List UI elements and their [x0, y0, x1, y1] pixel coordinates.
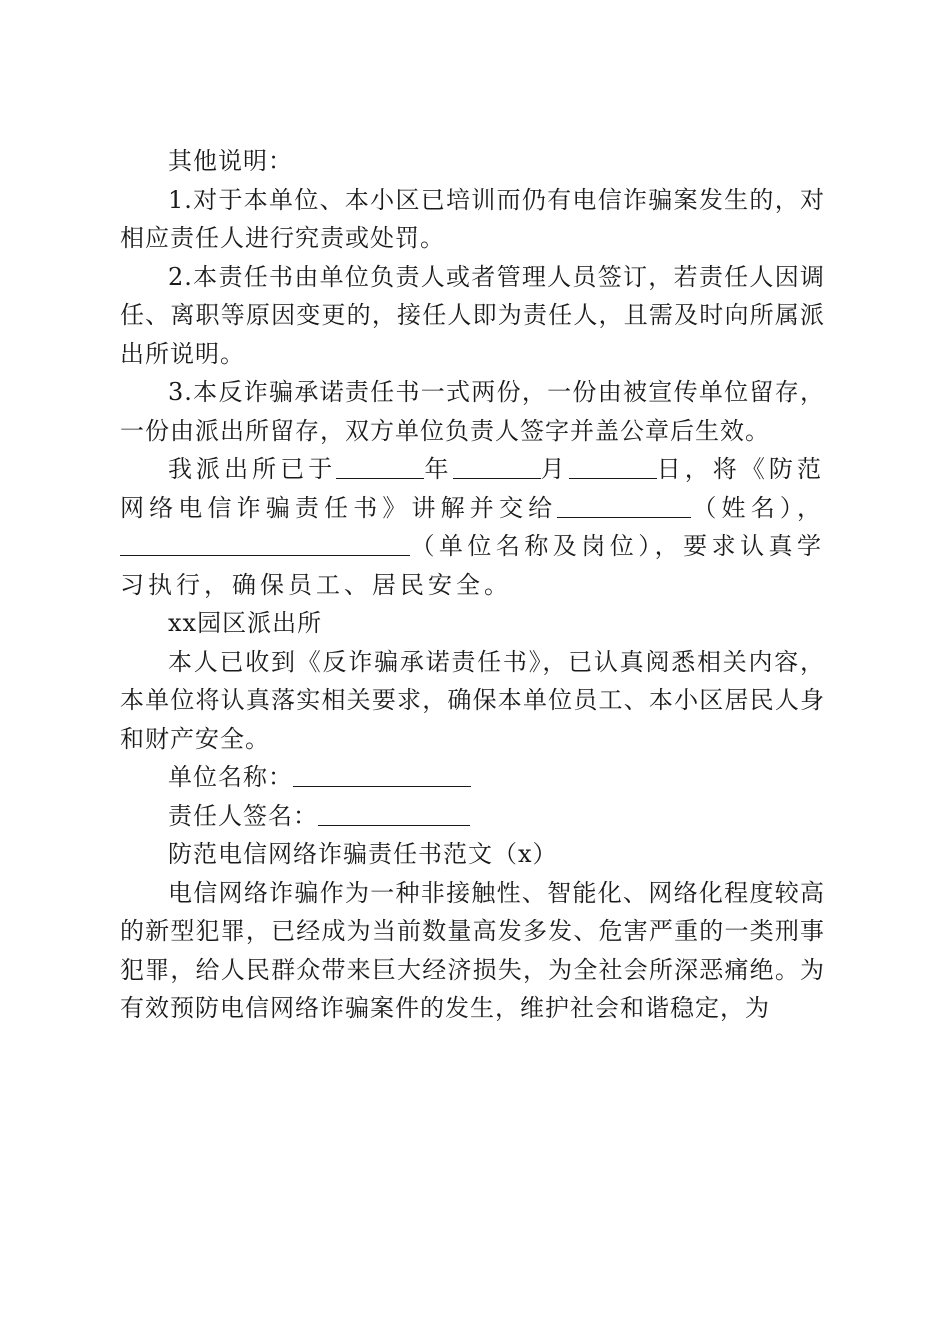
unit-name-blank: [293, 760, 471, 787]
notice-text-intro: 我派出所已于: [168, 455, 337, 483]
body-paragraph: 电信网络诈骗作为一种非接触性、智能化、网络化程度较高的新型犯罪，已经成为当前数量高发多发、危害严重的一类刑事犯罪，给人民群众带来巨大经济损失，为全社会所深恶痛绝。为有效预防电信网络诈骗案件的发生，维护社会和谐稳定，为: [120, 878, 825, 1022]
note-item-1: 1.对于本单位、本小区已培训而仍有电信诈骗案发生的，对相应责任人进行究责或处罚。: [120, 185, 825, 252]
notice-text-deliver: 日，将《防范网络电信诈骗责任书》讲解并交给: [120, 455, 825, 522]
delivery-notice: [120, 450, 825, 604]
year-blank: [336, 452, 424, 479]
day-blank: [569, 452, 657, 479]
note-item-2: 2.本责任书由单位负责人或者管理人员签订，若责任人因调任、离职等原因变更的，接任人即为责任人，且需及时向所属派出所说明。: [120, 262, 825, 368]
notice-year-label: 年: [424, 455, 453, 483]
police-station-name: xx园区派出所: [168, 609, 323, 637]
signature-line: [120, 797, 825, 836]
unit-name-line: [120, 758, 825, 797]
document-body: [120, 142, 825, 1028]
other-notes-heading: 其他说明：: [168, 147, 293, 175]
signature-blank: [318, 799, 470, 826]
sample-title: 防范电信网络诈骗责任书范文（x）: [168, 840, 558, 868]
notice-name-label: （姓名），: [691, 493, 825, 522]
unit-position-blank: [120, 529, 410, 556]
receipt-statement: 本人已收到《反诈骗承诺责任书》，已认真阅悉相关内容，本单位将认真落实相关要求，确保本单位员工、本小区居民人身和财产安全。: [120, 647, 825, 753]
notice-month-label: 月: [540, 455, 569, 483]
signature-label: 责任人签名：: [168, 801, 318, 830]
name-blank: [557, 491, 691, 518]
notice-unit-label: （单位名称及岗位），要求认真学习执行，确保员工、居民安全。: [120, 532, 825, 599]
unit-name-label: 单位名称：: [168, 763, 293, 791]
note-item-3: 3.本反诈骗承诺责任书一式两份，一份由被宣传单位留存，一份由派出所留存，双方单位负责人签字并盖公章后生效。: [120, 378, 825, 445]
month-blank: [453, 452, 541, 479]
